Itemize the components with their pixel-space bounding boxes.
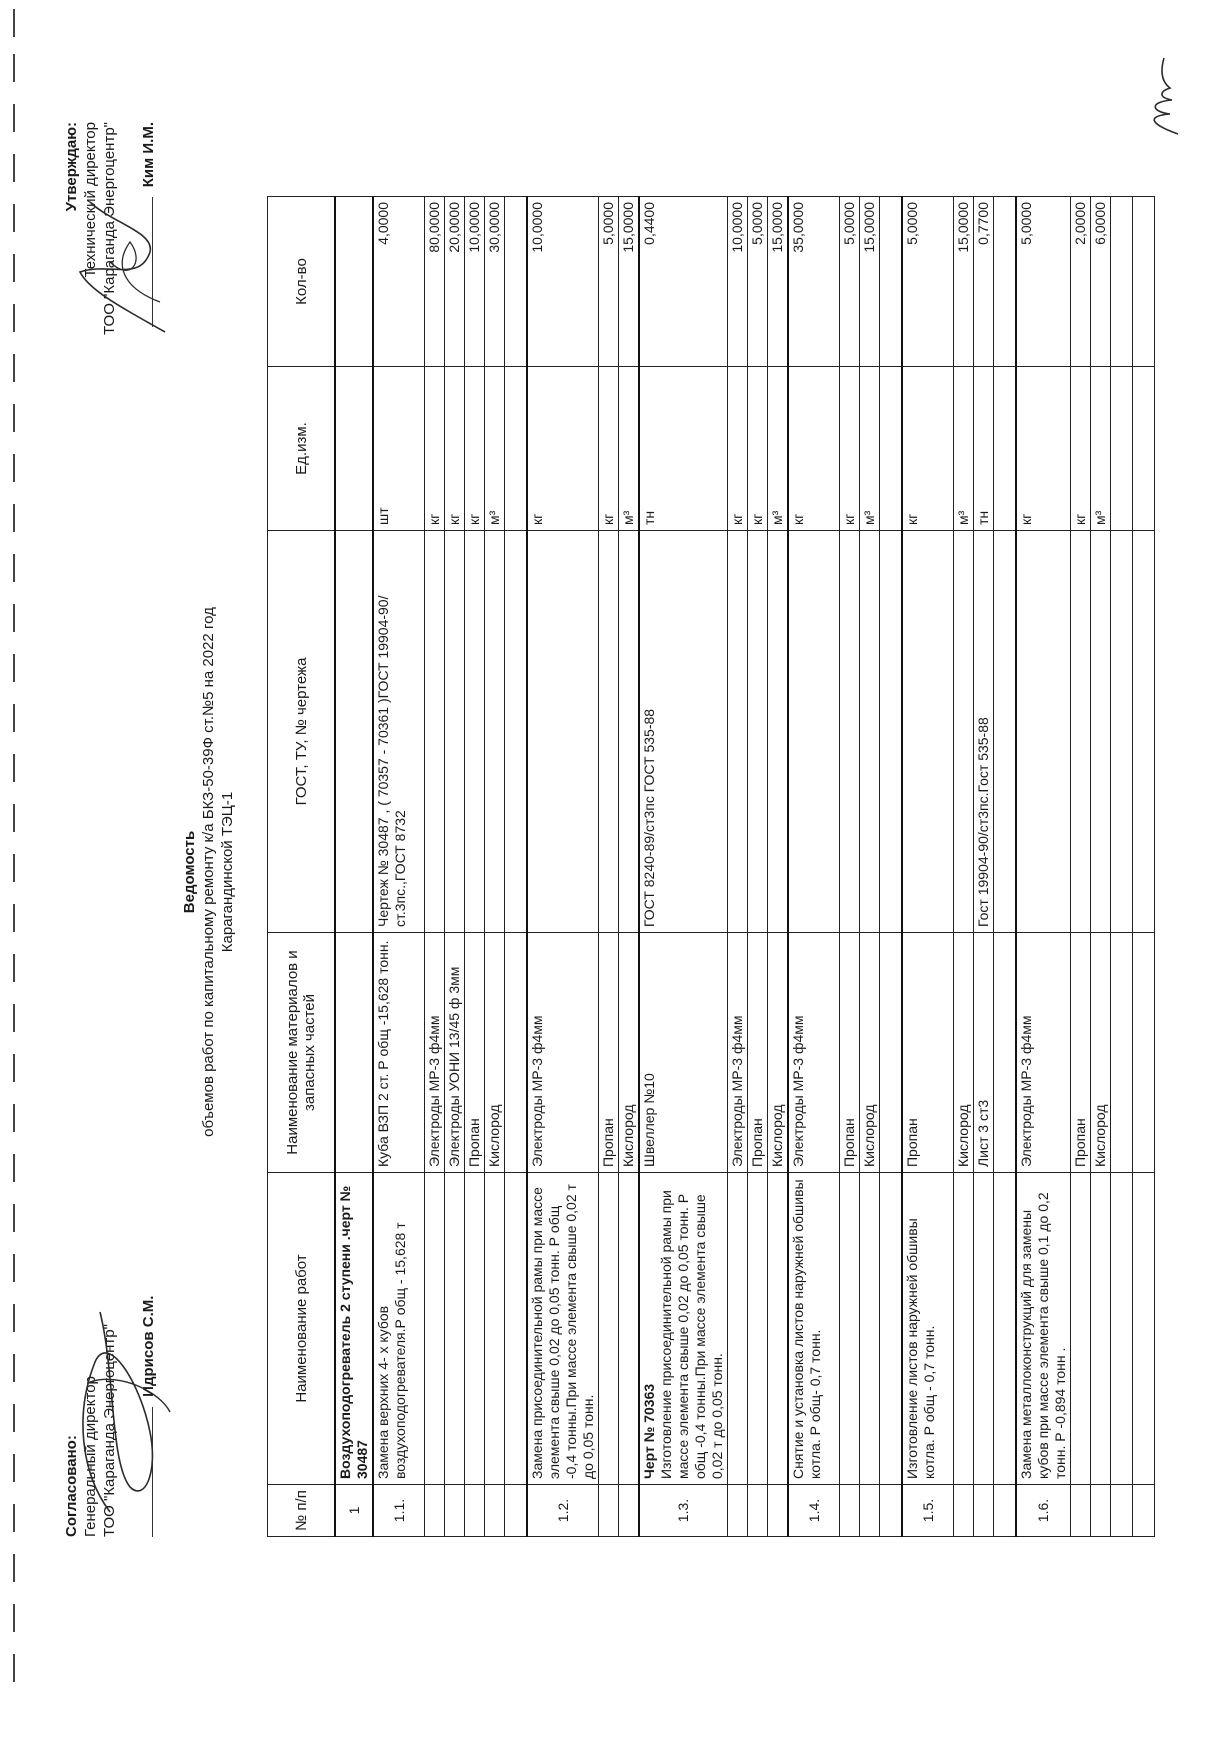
table-row [902,197,954,1537]
table-row [1111,197,1133,1537]
col-header-gost: ГОСТ, ТУ, № чертежа [268,531,336,933]
cell-material: Пропан [599,933,619,1173]
cell-unit: м³ [954,367,974,531]
cell-unit: кг [840,367,860,531]
cell-unit: кг [788,367,840,531]
cell-work: Изготовление листов наружней обшивы котла. Р общ - 0,7 тонн. [902,1173,954,1485]
table-row [728,197,748,1537]
cell-num [485,1485,505,1537]
cell-qty: 15,0000 [860,197,880,367]
cell-work [768,1173,789,1485]
cell-material: Кислород [1091,933,1111,1173]
cell-num [1133,1485,1155,1537]
col-header-unit: Ед.изм. [268,367,336,531]
cell-material: Кислород [619,933,640,1173]
cell-gost [445,531,465,933]
cell-work [1133,1173,1155,1485]
cell-gost [1133,531,1155,933]
col-header-num: № п/п [268,1485,336,1537]
cell-unit [505,367,528,531]
cell-material [335,933,373,1173]
cell-unit: кг [1071,367,1091,531]
cell-qty [880,197,903,367]
cell-gost [619,531,640,933]
cell-qty: 5,0000 [599,197,619,367]
cell-material: Кислород [954,933,974,1173]
cell-material: Кислород [768,933,789,1173]
approval-approved-org: ТОО "Караганда Энергоцентр" [101,122,118,335]
cell-qty: 10,0000 [527,197,599,367]
cell-material [994,933,1017,1173]
cell-unit: м³ [619,367,640,531]
cell-material: Лист 3 ст3 [974,933,994,1173]
cell-material: Электроды МР-3 ф4мм [728,933,748,1173]
cell-qty [505,197,528,367]
cell-gost [465,531,485,933]
cell-num [840,1485,860,1537]
cell-gost: Гост 19904-90/ст3пс.Гост 535-88 [974,531,994,933]
cell-unit: кг [445,367,465,531]
cell-work [880,1173,903,1485]
cell-material: Пропан [1071,933,1091,1173]
cell-material: Пропан [902,933,954,1173]
cell-material: Пропан [465,933,485,1173]
table-row [1016,197,1071,1537]
cell-work [639,1173,728,1485]
cell-qty: 15,0000 [954,197,974,367]
title-line-2: объемов работ по капитальному ремонту к/а БКЗ-50-39Ф ст.№5 на 2022 год [200,607,217,1137]
signature-right-icon [70,182,180,362]
cell-work [425,1173,445,1485]
cell-num [994,1485,1017,1537]
cell-unit: шт [373,367,425,531]
cell-num [728,1485,748,1537]
table-row [373,197,425,1537]
cell-work [445,1173,465,1485]
cell-work: Замена верхних 4- х кубов воздухоподогревателя.Р общ - 15,628 т [373,1173,425,1485]
cell-unit: м³ [768,367,789,531]
cell-unit: тн [974,367,994,531]
cell-work: Воздухоподогреватель 2 ступени .черт № 30487 [335,1173,373,1485]
cell-gost [527,531,599,933]
cell-qty: 15,0000 [768,197,789,367]
cell-num [465,1485,485,1537]
cell-qty: 80,0000 [425,197,445,367]
binding-marks [8,0,22,1742]
cell-work [860,1173,880,1485]
cell-qty: 2,0000 [1071,197,1091,367]
cell-qty: 35,0000 [788,197,840,367]
cell-work [619,1173,640,1485]
cell-qty: 5,0000 [840,197,860,367]
cell-gost [1091,531,1111,933]
approval-agreed-label: Согласовано: [63,1435,80,1537]
cell-work [974,1173,994,1485]
cell-work: Снятие и установка листов наружней обшивы котла. Р общ- 0,7 тонн. [788,1173,840,1485]
cell-num [619,1485,640,1537]
cell-qty: 10,0000 [728,197,748,367]
document-title [180,522,237,1222]
table-row [445,197,465,1537]
table-row [599,197,619,1537]
cell-unit [1133,367,1155,531]
cell-material [1133,933,1155,1173]
table-row [1133,197,1155,1537]
table-row [425,197,445,1537]
cell-num: 1.4. [788,1485,840,1537]
table-row [994,197,1017,1537]
title-line-3: Карагандинской ТЭЦ-1 [219,791,236,953]
cell-work [1071,1173,1091,1485]
cell-gost [485,531,505,933]
cell-num: 1.6. [1016,1485,1071,1537]
cell-num [860,1485,880,1537]
cell-num [1071,1485,1091,1537]
cell-gost [768,531,789,933]
approval-agreed-org: ТОО "Караганда Энергоцентр" [101,1324,118,1537]
cell-num [445,1485,465,1537]
table-row [619,197,640,1537]
cell-work: Замена присоединительной рамы при массе элемента свыше 0,02 до 0,05 тонн. Р общ -0,4 тонны.При массе элемента свыше 0,02 т до 0,05 тонн. [527,1173,599,1485]
cell-num: 1.3. [639,1485,728,1537]
table-row [880,197,903,1537]
cell-unit: кг [748,367,768,531]
cell-unit [1111,367,1133,531]
cell-material: Кислород [860,933,880,1173]
cell-work [840,1173,860,1485]
cell-unit: кг [465,367,485,531]
cell-gost [505,531,528,933]
cell-gost: ГОСТ 8240-89/ст3пс ГОСТ 535-88 [639,531,728,933]
cell-material: Электроды МР-3 ф4мм [1016,933,1071,1173]
table-row [465,197,485,1537]
cell-unit: м³ [860,367,880,531]
cell-gost [902,531,954,933]
cell-qty: 0,7700 [974,197,994,367]
approval-approved-name: Ким И.М. [140,122,157,188]
cell-gost: Чертеж № 30487 , ( 70357 - 70361 )ГОСТ 19904-90/ст.3пс.,ГОСТ 8732 [373,531,425,933]
cell-qty: 30,0000 [485,197,505,367]
cell-qty: 6,0000 [1091,197,1111,367]
cell-material [880,933,903,1173]
cell-num [748,1485,768,1537]
cell-material: Пропан [748,933,768,1173]
cell-unit: кг [527,367,599,531]
cell-gost [599,531,619,933]
approval-approved-label: Утверждаю: [63,122,80,212]
cell-num [768,1485,789,1537]
cell-qty: 0,4400 [639,197,728,367]
cell-work [465,1173,485,1485]
cell-material: Электроды УОНИ 13/45 ф 3мм [445,933,465,1173]
cell-unit: кг [728,367,748,531]
cell-unit [335,367,373,531]
cell-num [974,1485,994,1537]
cell-gost [1071,531,1091,933]
cell-work [994,1173,1017,1485]
approval-agreed-position: Генеральный директор [82,1376,99,1537]
cell-qty: 10,0000 [465,197,485,367]
cell-gost [860,531,880,933]
cell-num [954,1485,974,1537]
cell-gost [994,531,1017,933]
cell-num [880,1485,903,1537]
cell-gost [788,531,840,933]
cell-unit: кг [902,367,954,531]
cell-gost [748,531,768,933]
cell-num: 1.5. [902,1485,954,1537]
cell-material: Кислород [485,933,505,1173]
signature-left-icon [70,1282,180,1532]
cell-qty: 5,0000 [1016,197,1071,367]
cell-qty: 15,0000 [619,197,640,367]
cell-material: Электроды МР-3 ф4мм [425,933,445,1173]
cell-qty: 5,0000 [902,197,954,367]
table-row [974,197,994,1537]
cell-material: Пропан [840,933,860,1173]
col-header-qty: Кол-во [268,197,336,367]
table-row [768,197,789,1537]
table-row [788,197,840,1537]
cell-qty [1133,197,1155,367]
table-row [748,197,768,1537]
cell-work [1091,1173,1111,1485]
initials-signature-icon [1140,52,1190,142]
table-row [505,197,528,1537]
cell-gost [880,531,903,933]
cell-unit: м³ [1091,367,1111,531]
table-row [527,197,599,1537]
cell-num [505,1485,528,1537]
table-row [1071,197,1091,1537]
cell-qty [335,197,373,367]
cell-material: Куба ВЗП 2 ст. Р общ -15,628 тонн. [373,933,425,1173]
cell-num: 1 [335,1485,373,1537]
cell-num: 1.2. [527,1485,599,1537]
col-header-material: Наименование материалов и запасных частей [268,933,336,1173]
cell-qty [1111,197,1133,367]
cell-work [1111,1173,1133,1485]
table-row [485,197,505,1537]
cell-unit: м³ [485,367,505,531]
cell-gost [425,531,445,933]
cell-unit: кг [425,367,445,531]
work-text: Изготовление присоединительной рамы при массе элемента свыше 0,02 до 0,05 тонн. Р общ -0,4 тонны.При массе элемента свыше 0,02 т до 0,05 тонн. [658,1190,725,1479]
cell-gost [840,531,860,933]
cell-material: Электроды МР-3 ф4мм [527,933,599,1173]
cell-work [748,1173,768,1485]
cell-work [485,1173,505,1485]
table-row [1091,197,1111,1537]
cell-work [954,1173,974,1485]
cell-unit [880,367,903,531]
cell-qty: 20,0000 [445,197,465,367]
table-header-row [268,197,336,1537]
cell-num [599,1485,619,1537]
cell-num [1091,1485,1111,1537]
cell-gost [728,531,748,933]
cell-gost [954,531,974,933]
cell-qty [994,197,1017,367]
work-volume-table [267,196,1155,1537]
cell-gost [335,531,373,933]
cell-unit [994,367,1017,531]
table-body [335,197,1155,1537]
cell-gost [1111,531,1133,933]
col-header-work: Наименование работ [268,1173,336,1485]
table-row [840,197,860,1537]
table-row [860,197,880,1537]
cell-work: Замена металлоконструкций для замены кубов при массе элемента свыше 0,1 до 0,2 тонн. Р -0,894 тонн . [1016,1173,1071,1485]
cell-num [1111,1485,1133,1537]
cell-material [505,933,528,1173]
table-row [335,197,373,1537]
cell-material: Швеллер №10 [639,933,728,1173]
cell-num: 1.1. [373,1485,425,1537]
cell-work [505,1173,528,1485]
table-row [639,197,728,1537]
table-row [954,197,974,1537]
cell-material [1111,933,1133,1173]
cell-num [425,1485,445,1537]
cell-unit: кг [599,367,619,531]
cell-work [728,1173,748,1485]
approval-agreed-name: Идрисов С.М. [140,1295,157,1397]
drawing-ref: Черт № 70363 [641,1383,657,1479]
cell-work [599,1173,619,1485]
cell-qty: 4,0000 [373,197,425,367]
cell-gost [1016,531,1071,933]
approval-approved-position: Технический директор [82,122,99,278]
title-line-1: Ведомость [181,830,198,914]
cell-unit: тн [639,367,728,531]
cell-unit: кг [1016,367,1071,531]
cell-qty: 5,0000 [748,197,768,367]
cell-material: Электроды МР-3 ф4мм [788,933,840,1173]
